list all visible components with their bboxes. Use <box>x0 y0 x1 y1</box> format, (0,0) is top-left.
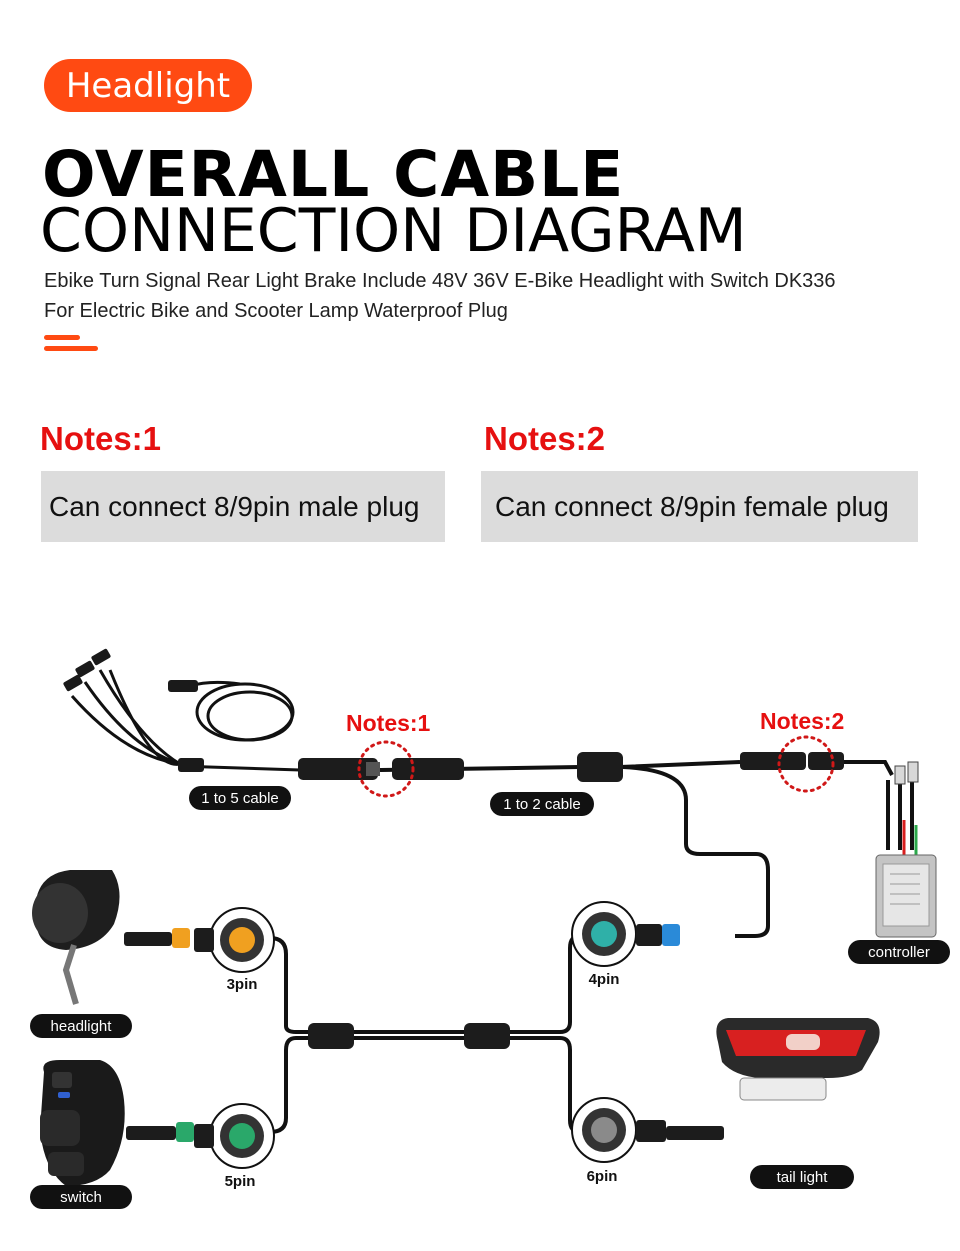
diagram-notes1-label: Notes:1 <box>346 710 431 736</box>
wiring-diagram <box>0 630 960 1251</box>
male-plug-notes2 <box>740 752 806 770</box>
headlight-lamp <box>32 870 190 1004</box>
switch-unit <box>40 1060 194 1186</box>
female-plug-notes2 <box>808 752 844 770</box>
category-tag: Headlight <box>44 59 252 112</box>
label-tail-light <box>750 1165 854 1189</box>
label-controller <box>848 940 950 964</box>
notes-1-heading: Notes:1 <box>40 420 162 457</box>
diagram-notes2-label: Notes:2 <box>760 708 845 734</box>
accent-bar-top <box>44 335 80 340</box>
pin6-connector <box>572 1098 666 1162</box>
svg-text:1 to 2 cable: 1 to 2 cable <box>503 796 581 813</box>
female-plug-notes1 <box>392 758 464 780</box>
pin5-connector <box>194 1104 274 1168</box>
notes-2-heading: Notes:2 <box>484 420 606 457</box>
tail-light-unit <box>666 1018 880 1140</box>
svg-text:1 to 5 cable: 1 to 5 cable <box>201 790 279 807</box>
label-5pin: 5pin <box>224 1173 256 1190</box>
title-light: CONNECTION DIAGRAM <box>40 196 747 266</box>
splitter-1to2 <box>577 752 623 782</box>
pin4-connector <box>572 902 680 966</box>
notes-2-box: Can connect 8/9pin female plug <box>481 471 918 542</box>
label-headlight <box>30 1014 132 1038</box>
svg-text:tail light: tail light <box>776 1169 828 1186</box>
controller-unit <box>876 762 936 937</box>
label-6pin: 6pin <box>586 1168 618 1185</box>
label-1to5-cable <box>189 786 291 810</box>
svg-text:switch: switch <box>60 1189 102 1206</box>
splitter-right <box>464 1023 510 1049</box>
title-bold: OVERALL CABLE <box>42 138 625 211</box>
svg-text:controller: controller <box>868 944 930 961</box>
accent-bar-bottom <box>44 346 98 351</box>
label-4pin: 4pin <box>588 971 620 988</box>
pin3-connector <box>194 908 274 972</box>
notes-1-box: Can connect 8/9pin male plug <box>41 471 445 542</box>
branch-cable-4pin <box>623 767 768 936</box>
svg-text:headlight: headlight <box>50 1018 112 1035</box>
label-3pin: 3pin <box>226 976 258 993</box>
label-1to2-cable <box>490 792 594 816</box>
splitter-left <box>308 1023 354 1049</box>
product-description: Ebike Turn Signal Rear Light Brake Include 48V 36V E-Bike Headlight with Switch DK336 For Electric Bike and Scooter Lamp Waterproof Plug <box>44 270 836 322</box>
label-switch <box>30 1185 132 1209</box>
